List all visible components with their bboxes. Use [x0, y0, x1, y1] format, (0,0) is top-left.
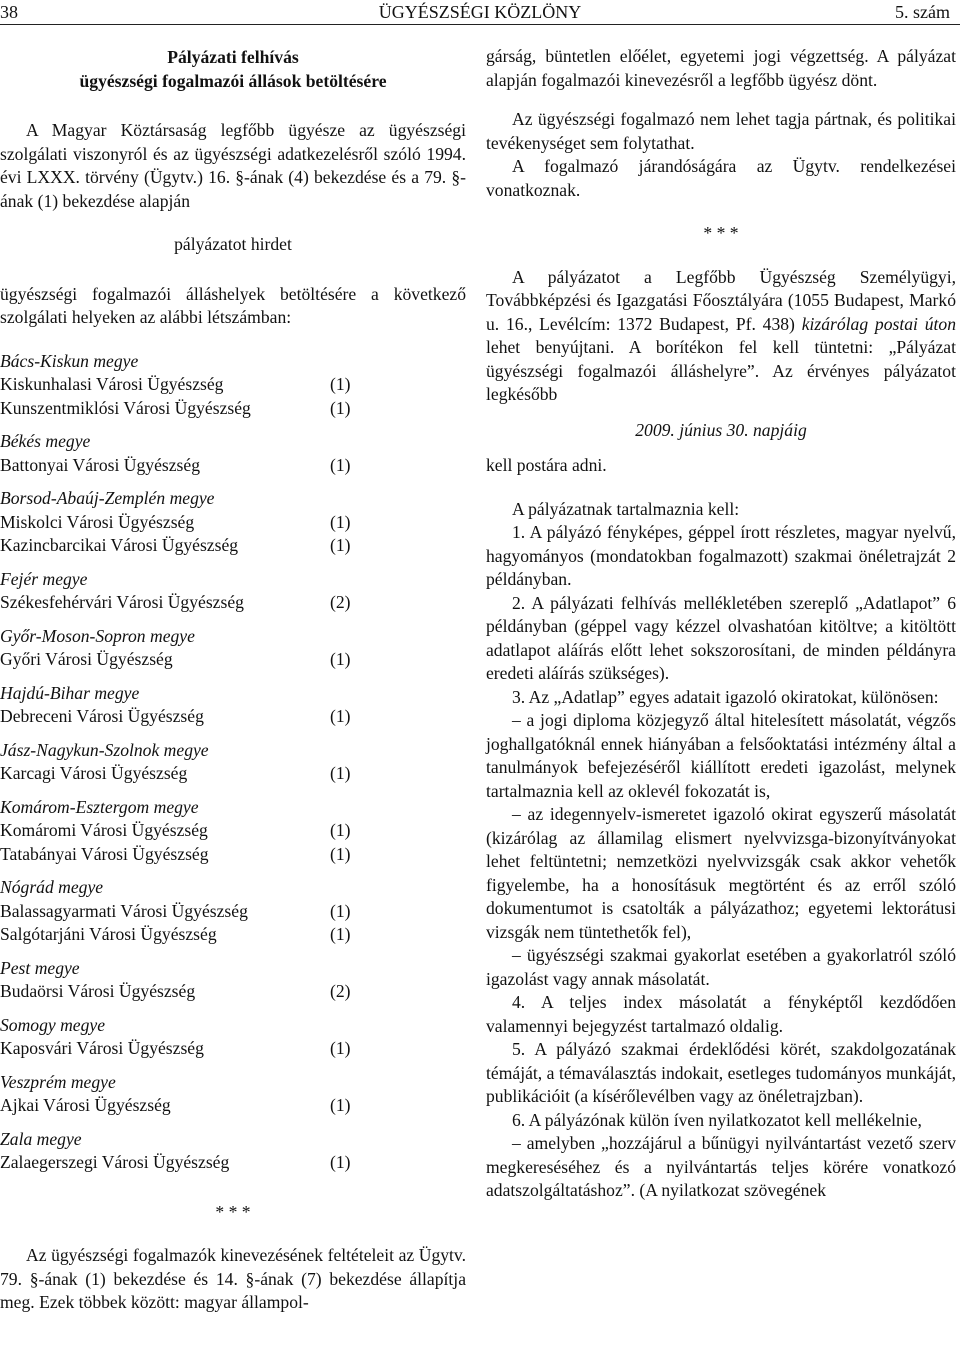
left-column	[0, 45, 466, 1315]
list-item: 6. A pályázónak külön íven nyilatkozatot kell mellékelnie,	[512, 1109, 922, 1130]
office-count: (1)	[330, 511, 351, 532]
office-name: Karcagi Városi Ügyészség	[0, 763, 188, 783]
county-block	[0, 1071, 466, 1118]
office-count: (1)	[330, 649, 351, 669]
office-row	[0, 900, 360, 924]
conditions-paragraph: Az ügyészségi fogalmazók kinevezésének feltételeit az Ügytv. 79. §-ának (1) bekezdése és 14. §-ának (7) bekezdése állapítja meg. Ezek többek között: magyar állampol-	[0, 1245, 466, 1312]
journal-title: ÜGYÉSZSÉGI KÖZLÖNY	[378, 2, 582, 22]
office-count: (1)	[330, 535, 351, 555]
office-row	[0, 511, 360, 535]
announcement: pályázatot hirdet	[174, 234, 292, 254]
county-block	[0, 1014, 466, 1061]
county-name: Békés megye	[0, 431, 91, 451]
submission-text-a: A pályázatot a Legfőbb Ügyészség Személyügyi, Továbbképzési és Igazgatási Főosztályára (1055 Budapest, Markó u. 16., Levélcím: 1372 Budapest, Pf. 438)	[486, 266, 956, 334]
office-row	[0, 397, 360, 421]
county-block	[0, 796, 466, 867]
party-membership-paragraph: Az ügyészségi fogalmazó nem lehet tagja pártnak, és politikai tevékenységet sem folytathat.	[486, 109, 956, 153]
office-count: (1)	[330, 843, 351, 864]
office-name: Kazincbarcikai Városi Ügyészség	[0, 535, 239, 555]
submission-text-b: lehet benyújtani. A borítékon fel kell tüntetni: „Pályázat ügyészségi fogalmazói álláshelyre”. Az érvényes pályázatot legkésőbb	[486, 337, 956, 404]
list-item: 4. A teljes index másolatát a fényképtől kezdődően valamennyi bejegyzést tartalmazó oldalig.	[486, 992, 956, 1036]
office-name: Kaposvári Városi Ügyészség	[0, 1038, 204, 1058]
office-count: (1)	[330, 924, 351, 944]
page-header	[0, 0, 960, 25]
office-name: Balassagyarmati Városi Ügyészség	[0, 900, 248, 921]
office-row	[0, 843, 360, 867]
office-row	[0, 648, 360, 672]
county-name: Pest megye	[0, 957, 80, 978]
list-item: – az idegennyelv-ismeretet igazoló okirat egyszerű másolatát (kizárólag az államilag elismert nyelvvizsga-bizonyítványokat lehet feltüntetni; nemzetközi nyelvvizsgák csak akkor vehetők figyelembe, ha a honosításuk megtörtént és az erről szóló dokumentumot is csatolták a pályázathoz; egyetemi lektorátusi vizsgák nem tüntethetők fel),	[486, 804, 956, 942]
county-block	[0, 568, 466, 615]
office-name: Debreceni Városi Ügyészség	[0, 706, 204, 726]
office-row	[0, 591, 360, 615]
county-block	[0, 957, 466, 1004]
office-count: (1)	[330, 397, 351, 418]
notice-subtitle: ügyészségi fogalmazói állások betöltésére	[79, 71, 387, 91]
section-separator: * * *	[703, 223, 739, 243]
submission-emphasis: kizárólag postai úton	[801, 313, 956, 334]
office-count: (1)	[330, 1095, 351, 1115]
office-name: Budaörsi Városi Ügyészség	[0, 981, 196, 1001]
page-number: 38	[0, 2, 18, 22]
county-name: Jász-Nagykun-Szolnok megye	[0, 739, 209, 760]
county-name: Somogy megye	[0, 1014, 106, 1035]
list-item: – amelyben „hozzájárul a bűnügyi nyilvántartást vezető szerv megkereséséhez és a nyilvántartás teljes körére vonatkozó adatszolgáltatáshoz”. (A nyilatkozat szövegének	[486, 1133, 956, 1200]
notice-title: Pályázati felhívás	[167, 47, 299, 67]
county-block	[0, 625, 466, 672]
list-item: 3. Az „Adatlap” egyes adatait igazoló okiratokat, különösen:	[512, 686, 939, 707]
office-row	[0, 819, 360, 843]
office-name: Ajkai Városi Ügyészség	[0, 1095, 171, 1115]
office-name: Kunszentmiklósi Városi Ügyészség	[0, 397, 251, 418]
office-count: (1)	[330, 820, 351, 840]
office-count: (2)	[330, 592, 351, 612]
county-list	[0, 350, 466, 1175]
office-row	[0, 923, 360, 947]
office-row	[0, 705, 360, 729]
office-row	[0, 1151, 360, 1175]
office-count: (1)	[330, 1038, 351, 1058]
office-count: (1)	[330, 763, 351, 783]
salary-paragraph: A fogalmazó járandóságára az Ügytv. rendelkezései vonatkoznak.	[486, 156, 956, 200]
office-name: Zalaegerszegi Városi Ügyészség	[0, 1152, 230, 1172]
office-row	[0, 762, 360, 786]
intro-paragraph: A Magyar Köztársaság legfőbb ügyésze az ügyészségi szolgálati viszonyról és az ügyészségi adatkezelésről szóló 1994. évi LXXX. törvény (Ügytv.) 16. §-ának (4) bekezdése és a 79. §-ának (1) bekezdése alapján	[0, 120, 466, 211]
right-column	[486, 45, 956, 1203]
county-block	[0, 430, 466, 477]
county-block	[0, 682, 466, 729]
office-name: Salgótarjáni Városi Ügyészség	[0, 924, 217, 944]
deadline-date: 2009. június 30. napjáig	[635, 419, 807, 440]
lead-paragraph: ügyészségi fogalmazói álláshelyek betöltésére a következő szolgálati helyeken az alábbi létszámban:	[0, 283, 466, 327]
office-count: (1)	[330, 374, 351, 394]
office-name: Székesfehérvári Városi Ügyészség	[0, 592, 244, 612]
county-name: Győr-Moson-Sopron megye	[0, 625, 195, 646]
county-name: Veszprém megye	[0, 1071, 116, 1092]
list-item: 2. A pályázati felhívás mellékletében szereplő „Adatlapot” 6 példányban (géppel vagy kézzel olvashatóan kitöltve; a kitöltött adatlapot aláírás előtt lehet sokszorosítani, de minden példányra eredeti aláírás szükséges).	[486, 592, 956, 683]
office-name: Kiskunhalasi Városi Ügyészség	[0, 374, 224, 394]
office-row	[0, 1094, 360, 1118]
county-block	[0, 350, 466, 421]
section-separator: * * *	[215, 1201, 251, 1222]
submission-paragraph	[486, 266, 956, 407]
office-row	[0, 534, 360, 558]
office-row	[0, 373, 360, 397]
office-count: (1)	[330, 900, 351, 921]
office-row	[0, 454, 360, 478]
list-item: 1. A pályázó fényképes, géppel írott részletes, magyar nyelvű, hagyományos (mondatokban fogalmazott) szakmai önéletrajzát 2 példányban.	[486, 522, 956, 589]
requirements-list	[486, 521, 956, 1203]
office-name: Battonyai Városi Ügyészség	[0, 454, 201, 475]
eligibility-continuation: gárság, büntetlen előélet, egyetemi jogi végzettség. A pályázat alapján fogalmazói kinevezésről a legfőbb ügyész dönt.	[486, 46, 956, 90]
office-name: Miskolci Városi Ügyészség	[0, 511, 195, 532]
issue-number: 5. szám	[895, 2, 950, 22]
county-name: Fejér megye	[0, 568, 88, 589]
office-row	[0, 980, 360, 1004]
contents-lead: A pályázatnak tartalmaznia kell:	[512, 498, 740, 519]
office-count: (1)	[330, 454, 351, 475]
county-name: Nógrád megye	[0, 877, 104, 897]
county-name: Borsod-Abaúj-Zemplén megye	[0, 488, 215, 508]
county-block	[0, 487, 466, 558]
list-item: 5. A pályázó szakmai érdeklődési körét, szakdolgozatának témáját, a témaválasztás indokait, esetleges tudományos munkáját, publikációit (a kísérőlevélben vagy az önéletrajzban).	[486, 1039, 956, 1106]
post-instruction: kell postára adni.	[486, 455, 607, 475]
county-block	[0, 1128, 466, 1175]
county-name: Zala megye	[0, 1128, 82, 1149]
office-count: (1)	[330, 706, 351, 726]
office-name: Győri Városi Ügyészség	[0, 649, 173, 669]
county-block	[0, 876, 466, 947]
office-count: (1)	[330, 1152, 351, 1172]
list-item: – ügyészségi szakmai gyakorlat esetében a gyakorlatról szóló igazolást vagy annak másolatát.	[486, 945, 956, 989]
county-name: Komárom-Esztergom megye	[0, 796, 199, 817]
list-item: – a jogi diploma közjegyző által hitelesített másolatát, végzős joghallgatóknál ennek hiányában a felsőoktatási intézmény által a tanulmányok befejezéséről kiállított eredeti igazolást, melynek tartalmaznia kell az oklevél fokozatát is,	[486, 710, 956, 801]
office-name: Tatabányai Városi Ügyészség	[0, 843, 209, 864]
office-count: (2)	[330, 981, 351, 1001]
county-name: Bács-Kiskun megye	[0, 350, 139, 371]
county-block	[0, 739, 466, 786]
office-row	[0, 1037, 360, 1061]
office-name: Komáromi Városi Ügyészség	[0, 820, 208, 840]
county-name: Hajdú-Bihar megye	[0, 682, 140, 703]
